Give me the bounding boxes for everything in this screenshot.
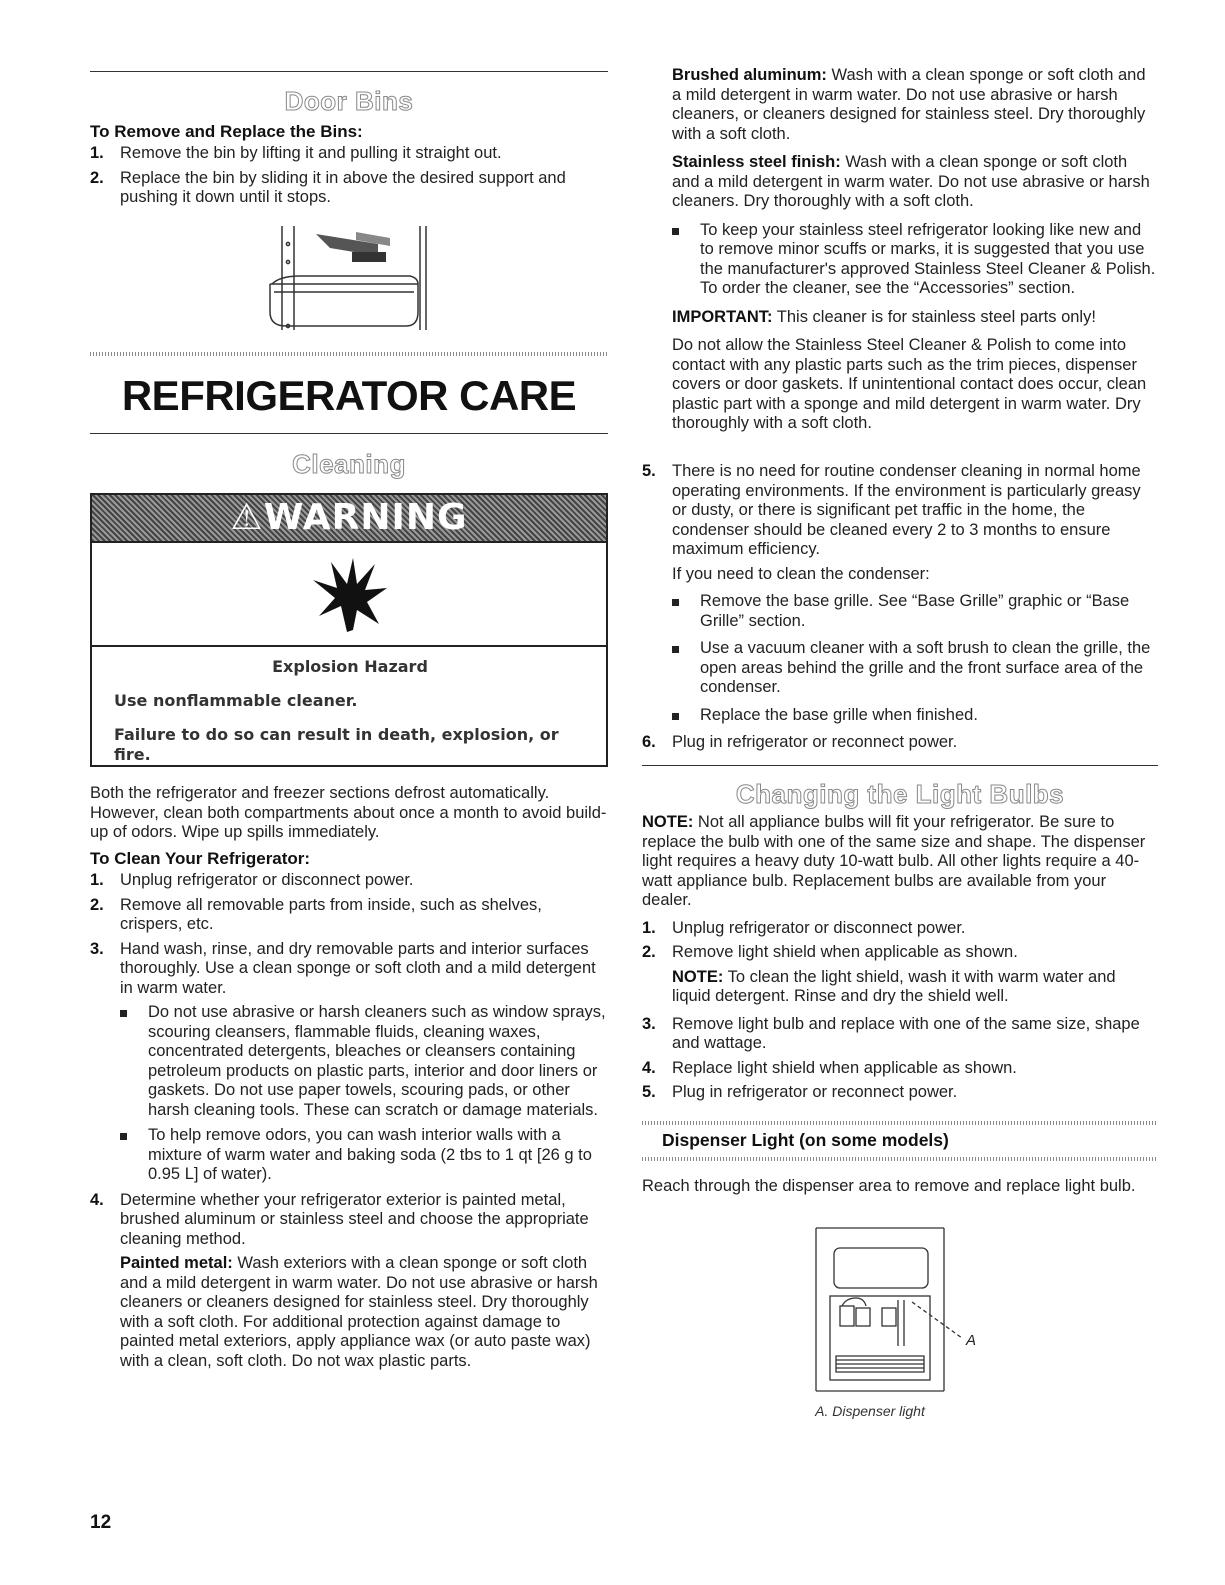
- divider: [642, 765, 1158, 766]
- figure-caption: A. Dispenser light: [815, 1403, 925, 1419]
- chapter-title: REFRIGERATOR CARE: [121, 372, 577, 419]
- warning-header: [92, 495, 606, 543]
- warning-line: Use nonflammable cleaner.: [114, 691, 358, 710]
- list-item: 4. Determine whether your refrigerator exterior is painted metal, brushed aluminum or stainless steel and choose the appropriate cleaning method.: [90, 1190, 589, 1248]
- dispenser-text: Reach through the dispenser area to remove and replace light bulb.: [642, 1177, 1136, 1195]
- door-bins-title: Door Bins: [284, 86, 414, 116]
- list-item: 2. Remove light shield when applicable as shown.: [642, 943, 1018, 961]
- hatched-divider: [642, 1121, 1158, 1125]
- remove-bins-heading: To Remove and Replace the Bins:: [90, 122, 363, 141]
- dispenser-heading: Dispenser Light (on some models): [662, 1130, 949, 1150]
- callout-label: A: [966, 1332, 977, 1349]
- list-item: 3. Remove light bulb and replace with one of the same size, shape and wattage.: [642, 1014, 1140, 1052]
- bullet-item: Use a vacuum cleaner with a soft brush to clean the grille, the open areas behind the grille and the front surface area of the condenser.: [672, 639, 1158, 698]
- page-number: 12: [90, 1512, 112, 1533]
- cleaning-steps: [90, 871, 608, 1371]
- explosion-icon: [309, 554, 389, 634]
- divider: [90, 71, 608, 72]
- bullet-item: To keep your stainless steel refrigerator looking like new and to remove minor scuffs or marks, it is suggested that you use the manufacturer's approved Stainless Steel Cleaner & Polish. To order the cleaner, see the “Accessories” section.: [672, 221, 1158, 299]
- list-item: 1. Unplug refrigerator or disconnect power.: [90, 871, 414, 889]
- list-item: 1. Unplug refrigerator or disconnect power.: [642, 918, 966, 937]
- explosion-graphic: [92, 543, 606, 647]
- bulb-note: NOTE: Not all appliance bulbs will fit your refrigerator. Be sure to replace the bulb with one of the same size and shape. The dispenser light requires a heavy duty 10-watt bulb. All other lights require a 40-watt appliance bulb. Replacement bulbs are available from your dealer.: [642, 813, 1146, 909]
- list-item: 4. Replace light shield when applicable as shown.: [642, 1058, 1017, 1077]
- list-item: 1. Remove the bin by lifting it and pulling it straight out.: [90, 144, 502, 162]
- stainless-paragraph: Stainless steel finish: Wash with a clean sponge or soft cloth and a mild detergent in warm water. Do not use abrasive or harsh cleaners. Dry thoroughly with a soft cloth.: [672, 153, 1150, 210]
- list-item: 5. There is no need for routine condenser cleaning in normal home operating environments. If the environment is particularly greasy or dusty, or there is significant pet traffic in the home, the condenser should be cleaned every 2 to 3 months to ensure maximum efficiency.: [642, 462, 1141, 558]
- bullet-item: To help remove odors, you can wash interior walls with a mixture of warm water and baking soda (2 tbs to 1 qt [26 g to 0.95 L] of water).: [120, 1126, 608, 1185]
- painted-metal-paragraph: Painted metal: Wash exteriors with a clean sponge or soft cloth and a mild detergent in warm water. Do not use abrasive or harsh cleaners or cleaners designed for stainless steel. Dry thoroughly with a soft cloth. For additional protection against damage to painted metal exteriors, apply appliance wax (or auto paste wax) with a clean, soft cloth. Do not wax plastic parts.: [120, 1254, 598, 1370]
- important-note: IMPORTANT: This cleaner is for stainless steel parts only!: [672, 307, 1096, 326]
- list-item: 6. Plug in refrigerator or reconnect power.: [642, 733, 958, 751]
- list-item: 3. Hand wash, rinse, and dry removable parts and interior surfaces thoroughly. Use a clean sponge or soft cloth and a mild detergent in warm water.: [90, 939, 596, 997]
- brushed-aluminum-paragraph: Brushed aluminum: Wash with a clean sponge or soft cloth and a mild detergent in warm water. Do not use abrasive or harsh cleaners, or cleaners designed for stainless steel. Dry thoroughly with a soft cloth.: [672, 66, 1146, 143]
- list-item: 2. Remove all removable parts from inside, such as shelves, crispers, etc.: [90, 895, 542, 933]
- warning-label: ⚠WARNING: [230, 497, 468, 539]
- hatched-divider: [90, 352, 608, 356]
- intro-paragraph: Both the refrigerator and freezer sections defrost automatically. However, clean both compartments about once a month to avoid build-up of odors. Wipe up spills immediately.: [90, 784, 607, 841]
- light-bulbs-title: Changing the Light Bulbs: [735, 779, 1065, 809]
- shield-note: NOTE: To clean the light shield, wash it with warm water and liquid detergent. Rinse and dry the shield well.: [672, 967, 1116, 1005]
- cleaning-title: Cleaning: [292, 449, 406, 479]
- hazard-title: Explosion Hazard: [272, 657, 428, 676]
- bullet-item: Do not use abrasive or harsh cleaners such as window sprays, scouring cleansers, flammable fluids, cleaning waxes, concentrated detergents, bleaches or cleansers containing petroleum products on plastic parts, interior and door liners or gaskets. Do not use paper towels, scouring pads, or other harsh cleaning tools. These can scratch or damage materials.: [120, 1003, 608, 1120]
- bullet-item: Replace the base grille when finished.: [672, 706, 1158, 726]
- warning-line: Failure to do so can result in death, explosion, or fire.: [114, 725, 559, 764]
- clean-heading: To Clean Your Refrigerator:: [90, 849, 311, 868]
- list-item: 2. Replace the bin by sliding it in above the desired support and pushing it down until it stops.: [90, 168, 566, 206]
- condenser-intro: If you need to clean the condenser:: [672, 564, 930, 583]
- plastic-note: Do not allow the Stainless Steel Cleaner & Polish to come into contact with any plastic parts such as the trim pieces, dispenser covers or door gaskets. If unintentional contact does occur, clean plastic part with a sponge and mild detergent in warm water. Dry thoroughly with a soft cloth.: [672, 336, 1147, 432]
- divider: [90, 433, 608, 434]
- dispenser-illustration: [812, 1226, 992, 1396]
- warning-box: [90, 493, 608, 767]
- hatched-divider: [642, 1157, 1158, 1161]
- bullet-item: Remove the base grille. See “Base Grille” graphic or “Base Grille” section.: [672, 592, 1158, 631]
- door-bin-illustration: [260, 222, 430, 334]
- list-item: 5. Plug in refrigerator or reconnect power.: [642, 1083, 958, 1101]
